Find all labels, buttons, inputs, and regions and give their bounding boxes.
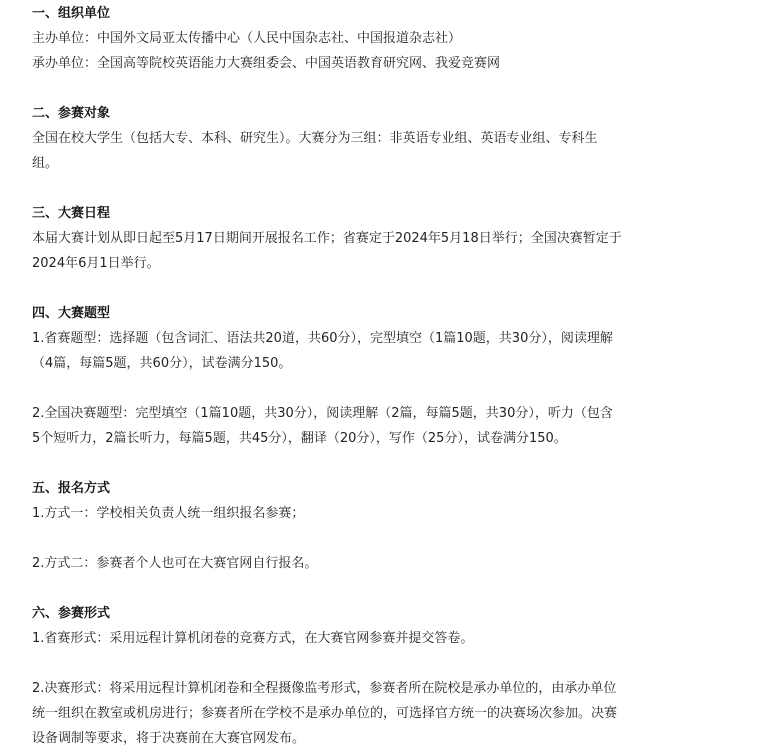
paragraph-line: 5个短听力，2篇长听力，每篇5题，共45分），翻译（20分），写作（25分），试卷满分150。 — [32, 431, 567, 446]
section-heading-format: 六、参赛形式 — [32, 606, 111, 621]
paragraph-line: 2.方式二：参赛者个人也可在大赛官网自行报名。 — [32, 556, 318, 571]
paragraph-line: 统一组织在教室或机房进行；参赛者所在学校不是承办单位的，可选择官方统一的决赛场次参加。决赛 — [32, 706, 618, 721]
paragraph-line: 1.方式一：学校相关负责人统一组织报名参赛； — [32, 506, 305, 521]
section-heading-schedule: 三、大赛日程 — [32, 206, 111, 221]
paragraph-line: 承办单位：全国高等院校英语能力大赛组委会、中国英语教育研究网、我爱竞赛网 — [32, 56, 501, 71]
section-heading-registration: 五、报名方式 — [32, 481, 111, 496]
paragraph-line: 1.省赛形式：采用远程计算机闭卷的竞赛方式，在大赛官网参赛并提交答卷。 — [32, 631, 474, 646]
paragraph-line: 组。 — [32, 156, 59, 171]
paragraph-line: 设备调制等要求，将于决赛前在大赛官网发布。 — [32, 731, 306, 746]
section-heading-participants: 二、参赛对象 — [32, 106, 111, 121]
paragraph-line: 主办单位：中国外文局亚太传播中心（人民中国杂志社、中国报道杂志社） — [32, 31, 462, 46]
section-heading-question-types: 四、大赛题型 — [32, 306, 111, 321]
paragraph-line: 全国在校大学生（包括大专、本科、研究生）。大赛分为三组：非英语专业组、英语专业组、专科生 — [32, 131, 598, 146]
paragraph-line: 1.省赛题型：选择题（包含词汇、语法共20道，共60分），完型填空（1篇10题，共30分），阅读理解 — [32, 331, 613, 346]
paragraph-line: （4篇，每篇5题，共60分），试卷满分150。 — [32, 356, 292, 371]
paragraph-line: 2.决赛形式：将采用远程计算机闭卷和全程摄像监考形式，参赛者所在院校是承办单位的，由承办单位 — [32, 681, 617, 696]
paragraph-line: 2024年6月1日举行。 — [32, 256, 160, 271]
paragraph-line: 本届大赛计划从即日起至5月17日期间开展报名工作；省赛定于2024年5月18日举行；全国决赛暂定于 — [32, 231, 622, 246]
section-heading-organizers: 一、组织单位 — [32, 6, 111, 21]
paragraph-line: 2.全国决赛题型：完型填空（1篇10题，共30分），阅读理解（2篇，每篇5题，共30分），听力（包含 — [32, 406, 613, 421]
